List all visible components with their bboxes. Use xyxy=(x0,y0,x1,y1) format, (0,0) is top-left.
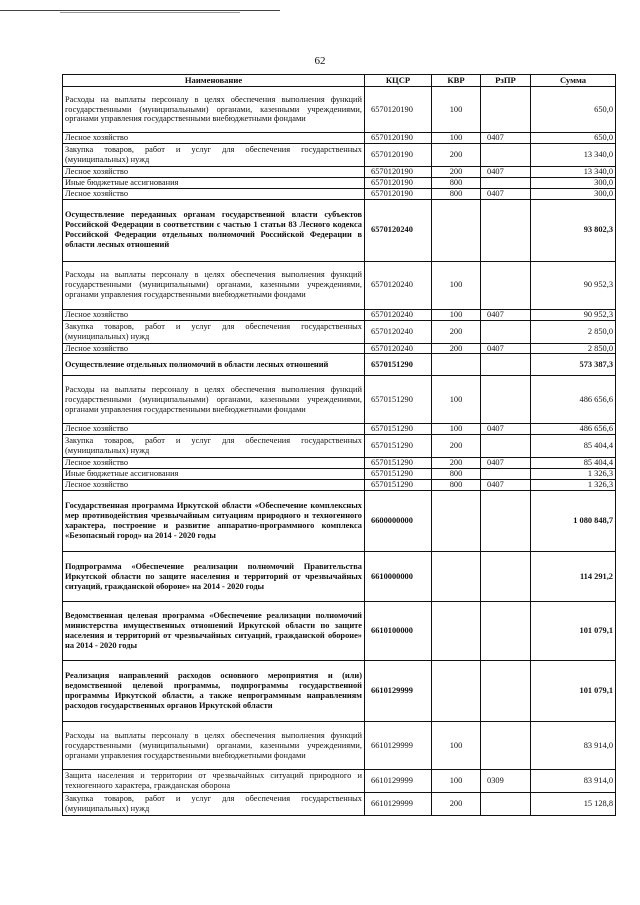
cell-name: Закупка товаров, работ и услуг для обеспечения государственных (муниципальных) нужд xyxy=(63,320,365,343)
page-number: 62 xyxy=(314,55,326,67)
cell-name: Расходы на выплаты персоналу в целях обеспечения выполнения функций государственными (муниципальными) органами, казенными учреждениями, органами управления государственными внебюджетными фондами xyxy=(63,87,365,133)
cell-kvr: 200 xyxy=(432,143,481,166)
cell-name: Иные бюджетные ассигнования xyxy=(63,177,365,188)
cell-kvr xyxy=(432,602,481,661)
cell-kcsr: 6610100000 xyxy=(365,602,432,661)
cell-sum: 83 914,0 xyxy=(531,770,616,793)
cell-kvr xyxy=(432,199,481,261)
cell-kvr xyxy=(432,491,481,552)
cell-rzpr xyxy=(481,199,531,261)
cell-kvr xyxy=(432,354,481,376)
cell-kcsr: 6610129999 xyxy=(365,722,432,770)
cell-rzpr xyxy=(481,354,531,376)
cell-rzpr: 0309 xyxy=(481,770,531,793)
cell-kcsr: 6570120190 xyxy=(365,133,432,144)
table-row xyxy=(63,309,616,320)
cell-kvr: 100 xyxy=(432,133,481,144)
table-row xyxy=(63,793,616,816)
cell-name: Реализация направлений расходов основного мероприятия и (или) ведомственной целевой программы, подпрограммы государственной программы Иркутской области, а также непрограммным направлениям расходов государственных органов Иркутской области xyxy=(63,661,365,722)
cell-sum: 573 387,3 xyxy=(531,354,616,376)
cell-name: Расходы на выплаты персоналу в целях обеспечения выполнения функций государственными (муниципальными) органами, казенными учреждениями, органами управления государственными внебюджетными фондами xyxy=(63,376,365,424)
table-row xyxy=(63,435,616,458)
cell-rzpr xyxy=(481,469,531,480)
cell-sum: 85 404,4 xyxy=(531,435,616,458)
cell-sum: 90 952,3 xyxy=(531,261,616,309)
cell-kvr: 100 xyxy=(432,376,481,424)
cell-name: Ведомственная целевая программа «Обеспечение реализации полномочий министерства имущественных отношений Иркутской области по защите населения и территорий от чрезвычайных ситуаций, гражданской обороне» на 2014 - 2020 годы xyxy=(63,602,365,661)
cell-rzpr: 0407 xyxy=(481,309,531,320)
cell-rzpr xyxy=(481,722,531,770)
cell-rzpr: 0407 xyxy=(481,424,531,435)
cell-rzpr xyxy=(481,261,531,309)
cell-kcsr: 6570120240 xyxy=(365,343,432,354)
table-header-row xyxy=(63,75,616,87)
cell-sum: 2 850,0 xyxy=(531,320,616,343)
table-row xyxy=(63,376,616,424)
table-row xyxy=(63,424,616,435)
cell-kvr: 800 xyxy=(432,188,481,199)
cell-kcsr: 6570120190 xyxy=(365,188,432,199)
cell-kcsr: 6570120190 xyxy=(365,143,432,166)
header-sum: Сумма xyxy=(531,75,616,87)
cell-name: Иные бюджетные ассигнования xyxy=(63,469,365,480)
header-kcsr: КЦСР xyxy=(365,75,432,87)
table-row xyxy=(63,261,616,309)
cell-name: Расходы на выплаты персоналу в целях обеспечения выполнения функций государственными (муниципальными) органами, казенными учреждениями, органами управления государственными внебюджетными фондами xyxy=(63,722,365,770)
cell-kcsr: 6570151290 xyxy=(365,376,432,424)
top-rule xyxy=(0,10,280,11)
cell-kcsr: 6570120240 xyxy=(365,309,432,320)
cell-sum: 2 850,0 xyxy=(531,343,616,354)
cell-sum: 114 291,2 xyxy=(531,552,616,602)
cell-kvr: 200 xyxy=(432,435,481,458)
cell-kvr: 200 xyxy=(432,343,481,354)
cell-name: Расходы на выплаты персоналу в целях обеспечения выполнения функций государственными (муниципальными) органами, казенными учреждениями, органами управления государственными внебюджетными фондами xyxy=(63,261,365,309)
cell-sum: 1 080 848,7 xyxy=(531,491,616,552)
cell-kcsr: 6570120240 xyxy=(365,261,432,309)
table-row xyxy=(63,458,616,469)
cell-kvr: 200 xyxy=(432,320,481,343)
cell-rzpr xyxy=(481,602,531,661)
cell-rzpr: 0407 xyxy=(481,343,531,354)
cell-name: Лесное хозяйство xyxy=(63,166,365,177)
table-row xyxy=(63,320,616,343)
cell-kcsr: 6610129999 xyxy=(365,793,432,816)
cell-kcsr: 6570120240 xyxy=(365,199,432,261)
table-row xyxy=(63,661,616,722)
cell-name: Закупка товаров, работ и услуг для обеспечения государственных (муниципальных) нужд xyxy=(63,435,365,458)
cell-kvr: 200 xyxy=(432,793,481,816)
cell-name: Лесное хозяйство xyxy=(63,188,365,199)
cell-sum: 13 340,0 xyxy=(531,166,616,177)
cell-kvr: 200 xyxy=(432,166,481,177)
table-row xyxy=(63,722,616,770)
cell-sum: 300,0 xyxy=(531,188,616,199)
cell-sum: 1 326,3 xyxy=(531,469,616,480)
cell-kvr: 100 xyxy=(432,87,481,133)
table-row xyxy=(63,602,616,661)
cell-kvr xyxy=(432,552,481,602)
cell-kcsr: 6570151290 xyxy=(365,480,432,491)
cell-name: Государственная программа Иркутской области «Обеспечение комплексных мер противодействия чрезвычайным ситуациям природного и техногенного характера, построение и развитие аппаратно-программного комплекса «Безопасный город» на 2014 - 2020 годы xyxy=(63,491,365,552)
cell-name: Лесное хозяйство xyxy=(63,480,365,491)
header-name: Наименование xyxy=(63,75,365,87)
cell-kcsr: 6570151290 xyxy=(365,424,432,435)
table-row xyxy=(63,133,616,144)
cell-kcsr: 6600000000 xyxy=(365,491,432,552)
cell-name: Подпрограмма «Обеспечение реализации полномочий Правительства Иркутской области по защите населения и территорий от чрезвычайных ситуаций, гражданской обороне» на 2014 - 2020 годы xyxy=(63,552,365,602)
cell-kvr: 100 xyxy=(432,261,481,309)
cell-rzpr xyxy=(481,143,531,166)
cell-rzpr: 0407 xyxy=(481,166,531,177)
table-row xyxy=(63,491,616,552)
cell-rzpr xyxy=(481,793,531,816)
table-row xyxy=(63,469,616,480)
cell-name: Закупка товаров, работ и услуг для обеспечения государственных (муниципальных) нужд xyxy=(63,793,365,816)
cell-kcsr: 6570151290 xyxy=(365,458,432,469)
cell-sum: 93 802,3 xyxy=(531,199,616,261)
cell-rzpr: 0407 xyxy=(481,188,531,199)
table-row xyxy=(63,87,616,133)
cell-kcsr: 6570120190 xyxy=(365,177,432,188)
header-kvr: КВР xyxy=(432,75,481,87)
cell-rzpr: 0407 xyxy=(481,133,531,144)
cell-name: Лесное хозяйство xyxy=(63,343,365,354)
header-rzpr: РзПР xyxy=(481,75,531,87)
cell-rzpr: 0407 xyxy=(481,458,531,469)
cell-sum: 15 128,8 xyxy=(531,793,616,816)
table-row xyxy=(63,199,616,261)
cell-sum: 1 326,3 xyxy=(531,480,616,491)
cell-kcsr: 6610129999 xyxy=(365,770,432,793)
cell-kvr: 100 xyxy=(432,309,481,320)
cell-kvr xyxy=(432,661,481,722)
cell-kvr: 800 xyxy=(432,480,481,491)
cell-kcsr: 6570120190 xyxy=(365,87,432,133)
table-row xyxy=(63,188,616,199)
cell-name: Лесное хозяйство xyxy=(63,309,365,320)
cell-rzpr xyxy=(481,661,531,722)
table-row xyxy=(63,166,616,177)
cell-sum: 486 656,6 xyxy=(531,424,616,435)
cell-kcsr: 6610129999 xyxy=(365,661,432,722)
cell-kvr: 800 xyxy=(432,469,481,480)
cell-name: Закупка товаров, работ и услуг для обеспечения государственных (муниципальных) нужд xyxy=(63,143,365,166)
table-row xyxy=(63,343,616,354)
cell-rzpr xyxy=(481,87,531,133)
cell-kcsr: 6610000000 xyxy=(365,552,432,602)
cell-name: Осуществление отдельных полномочий в области лесных отношений xyxy=(63,354,365,376)
cell-sum: 101 079,1 xyxy=(531,661,616,722)
table-row xyxy=(63,143,616,166)
table-body xyxy=(63,87,616,816)
cell-sum: 650,0 xyxy=(531,133,616,144)
table-row xyxy=(63,480,616,491)
table-row xyxy=(63,177,616,188)
cell-kvr: 100 xyxy=(432,424,481,435)
cell-rzpr xyxy=(481,491,531,552)
table-row xyxy=(63,552,616,602)
cell-kcsr: 6570151290 xyxy=(365,354,432,376)
cell-rzpr xyxy=(481,320,531,343)
cell-sum: 83 914,0 xyxy=(531,722,616,770)
cell-rzpr xyxy=(481,376,531,424)
cell-name: Лесное хозяйство xyxy=(63,424,365,435)
cell-sum: 650,0 xyxy=(531,87,616,133)
cell-sum: 90 952,3 xyxy=(531,309,616,320)
top-rule-secondary xyxy=(60,12,240,13)
table-row xyxy=(63,770,616,793)
cell-name: Осуществление переданных органам государственной власти субъектов Российской Федерации в соответствии с частью 1 статьи 83 Лесного кодекса Российской Федерации отдельных полномочий Российской Федерации в области лесных отношений xyxy=(63,199,365,261)
cell-sum: 101 079,1 xyxy=(531,602,616,661)
cell-rzpr xyxy=(481,552,531,602)
cell-name: Лесное хозяйство xyxy=(63,133,365,144)
table-row xyxy=(63,354,616,376)
cell-sum: 486 656,6 xyxy=(531,376,616,424)
cell-sum: 85 404,4 xyxy=(531,458,616,469)
cell-kvr: 100 xyxy=(432,722,481,770)
cell-kvr: 100 xyxy=(432,770,481,793)
cell-kvr: 200 xyxy=(432,458,481,469)
cell-kcsr: 6570151290 xyxy=(365,469,432,480)
cell-name: Лесное хозяйство xyxy=(63,458,365,469)
cell-rzpr xyxy=(481,177,531,188)
cell-rzpr xyxy=(481,435,531,458)
cell-kcsr: 6570151290 xyxy=(365,435,432,458)
budget-table xyxy=(62,74,616,816)
cell-sum: 300,0 xyxy=(531,177,616,188)
cell-rzpr: 0407 xyxy=(481,480,531,491)
cell-kcsr: 6570120240 xyxy=(365,320,432,343)
cell-kvr: 800 xyxy=(432,177,481,188)
cell-kcsr: 6570120190 xyxy=(365,166,432,177)
cell-sum: 13 340,0 xyxy=(531,143,616,166)
cell-name: Защита населения и территории от чрезвычайных ситуаций природного и техногенного характера, гражданская оборона xyxy=(63,770,365,793)
